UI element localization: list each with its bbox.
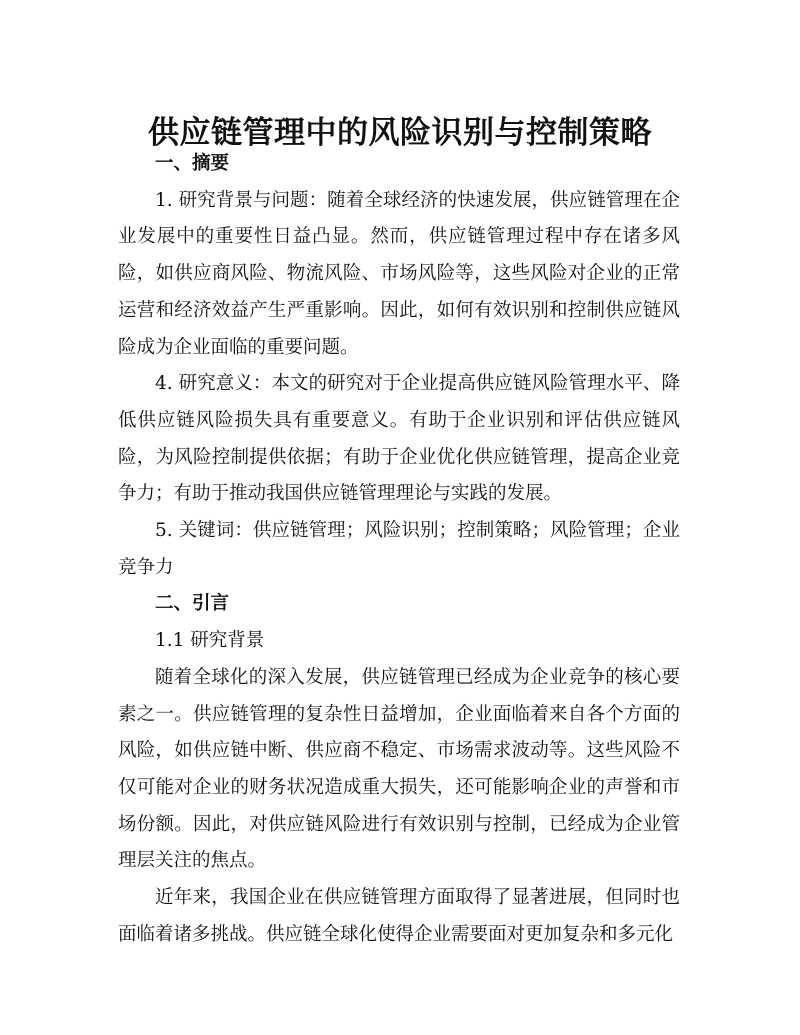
abstract-paragraph-background: 1. 研究背景与问题：随着全球经济的快速发展，供应链管理在企业发展中的重要性日益凸显。然而，供应链管理过程中存在诸多风险，如供应商风险、物流风险、市场风险等，这些风险对企业的正常运营和经济效益产生严重影响。因此，如何有效识别和控制供应链风险成为企业面临的重要问题。 bbox=[118, 189, 680, 358]
abstract-paragraph-significance: 4. 研究意义：本文的研究对于企业提高供应链风险管理水平、降低供应链风险损失具有重要意义。有助于企业识别和评估供应链风险，为风险控制提供依据；有助于企业优化供应链管理，提高企业竞争力；有助于推动我国供应链管理理论与实践的发展。 bbox=[118, 373, 680, 505]
section-heading-introduction: 二、引言 bbox=[155, 593, 230, 615]
document-title: 供应链管理中的风险识别与控制策略 bbox=[148, 114, 652, 151]
abstract-paragraph-keywords: 5. 关键词：供应链管理；风险识别；控制策略；风险管理；企业竞争力 bbox=[118, 520, 680, 578]
section-heading-abstract: 一、摘要 bbox=[155, 153, 230, 174]
introduction-paragraph-1: 随着全球化的深入发展，供应链管理已经成为企业竞争的核心要素之一。供应链管理的复杂性日益增加，企业面临着来自各个方面的风险，如供应链中断、供应商不稳定、市场需求波动等。这些风险不仅可能对企业的财务状况造成重大损失，还可能影响企业的声誉和市场份额。因此，对供应链风险进行有效识别与控制，已经成为企业管理层关注的焦点。 bbox=[118, 666, 680, 872]
subsection-heading-research-background: 1.1 研究背景 bbox=[155, 630, 265, 652]
introduction-paragraph-2: 近年来，我国企业在供应链管理方面取得了显著进展，但同时也面临着诸多挑战。供应链全球化使得企业需要面对更加复杂和多元化 bbox=[118, 887, 680, 945]
document-body bbox=[118, 146, 680, 953]
